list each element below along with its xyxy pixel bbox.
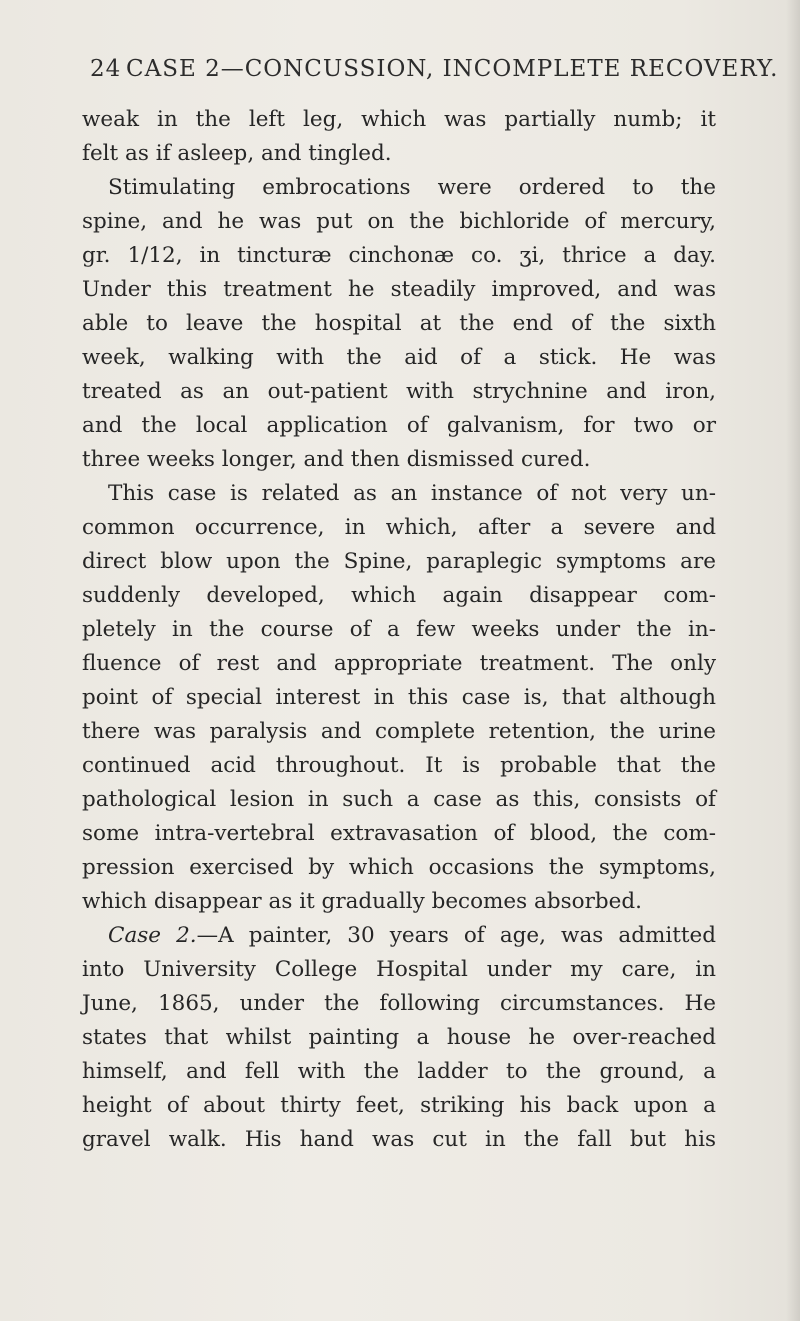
text-line: pletely in the course of a few weeks under the in- [82, 617, 716, 642]
text-line: weak in the left leg, which was partially numb; it [82, 107, 716, 132]
text-line: pathological lesion in such a case as this, consists of [82, 787, 716, 812]
running-header [90, 56, 779, 82]
text-line: Stimulating embrocations were ordered to the [108, 175, 716, 200]
text-line: This case is related as an instance of not very un- [108, 481, 716, 506]
text-line: treated as an out-patient with strychnine and iron, [82, 379, 716, 404]
text-line: common occurrence, in which, after a severe and [82, 515, 716, 540]
case-intro-text: —A painter, 30 years of age, was admitted [196, 923, 717, 948]
text-line: states that whilst painting a house he over-reached [82, 1025, 716, 1050]
page-number: 24 [90, 56, 122, 82]
text-line-case-heading [82, 919, 716, 953]
text-line: into University College Hospital under my care, in [82, 957, 716, 982]
text-line: able to leave the hospital at the end of the sixth [82, 311, 716, 336]
text-line: and the local application of galvanism, for two or [82, 413, 716, 438]
text-line: which disappear as it gradually becomes absorbed. [82, 889, 642, 914]
text-line: three weeks longer, and then dismissed cured. [82, 447, 591, 472]
text-line: point of special interest in this case is, that although [82, 685, 716, 710]
text-line: pression exercised by which occasions the symptoms, [82, 855, 716, 880]
text-line: himself, and fell with the ladder to the ground, a [82, 1059, 716, 1084]
text-line: week, walking with the aid of a stick. He was [82, 345, 716, 370]
case-label: Case 2. [108, 923, 197, 948]
text-line: there was paralysis and complete retention, the urine [82, 719, 716, 744]
body-text [82, 103, 716, 1157]
text-line: gr. 1/12, in tincturæ cinchonæ co. ʒi, thrice a day. [82, 243, 716, 268]
text-line: June, 1865, under the following circumstances. He [82, 991, 716, 1016]
text-line: height of about thirty feet, striking his back upon a [82, 1093, 716, 1118]
running-title: CASE 2—CONCUSSION, INCOMPLETE RECOVERY. [126, 56, 779, 82]
text-line: Under this treatment he steadily improved, and was [82, 277, 716, 302]
text-line: continued acid throughout. It is probable that the [82, 753, 716, 778]
page-edge-shadow [786, 0, 800, 1321]
text-line: suddenly developed, which again disappear com- [82, 583, 716, 608]
text-line: felt as if asleep, and tingled. [82, 141, 392, 166]
text-line: direct blow upon the Spine, paraplegic symptoms are [82, 549, 716, 574]
text-line: some intra-vertebral extravasation of blood, the com- [82, 821, 716, 846]
text-line: gravel walk. His hand was cut in the fall but his [82, 1127, 716, 1152]
text-line: fluence of rest and appropriate treatment. The only [82, 651, 716, 676]
text-line: spine, and he was put on the bichloride of mercury, [82, 209, 716, 234]
